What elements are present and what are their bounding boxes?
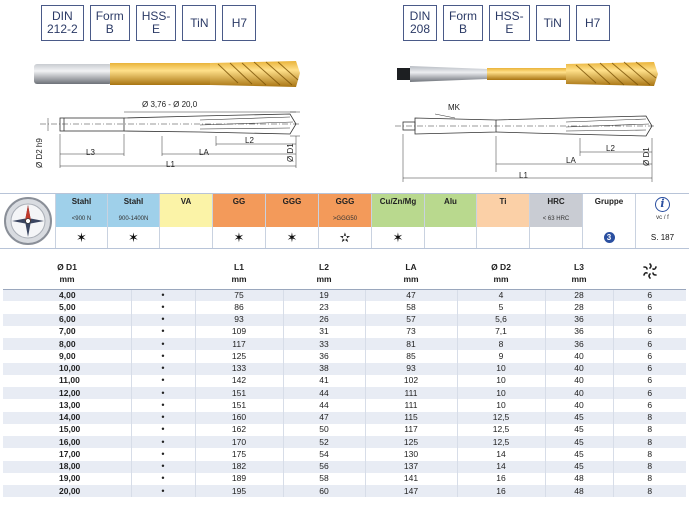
table-row — [3, 424, 686, 436]
cell-availability: • — [131, 314, 195, 326]
cell-d1: 16,00 — [3, 436, 131, 448]
material-rating: ✶ — [213, 227, 265, 248]
material-name: HRC — [547, 197, 565, 206]
spec-box-form: Form B — [443, 5, 483, 41]
cell-l3: 40 — [545, 350, 613, 362]
spec-box-form: Form B — [90, 5, 130, 41]
flutes-icon — [641, 262, 659, 280]
cell-la: 111 — [365, 399, 457, 411]
left-l2-label: L2 — [245, 136, 254, 145]
table-row — [3, 375, 686, 387]
cell-l1: 151 — [195, 387, 283, 399]
material-name: Gruppe — [594, 197, 624, 206]
material-sub: < 63 HRC — [542, 216, 570, 222]
material-name: Cu/Zn/Mg — [379, 197, 417, 206]
cell-l1: 175 — [195, 448, 283, 460]
cell-flutes: 8 — [613, 473, 686, 485]
cell-availability: • — [131, 289, 195, 301]
cell-l3: 45 — [545, 436, 613, 448]
left-d1-label: Ø D1 — [286, 143, 295, 162]
cell-flutes: 6 — [613, 314, 686, 326]
cell-l1: 170 — [195, 436, 283, 448]
table-row — [3, 289, 686, 301]
table-row — [3, 485, 686, 497]
material-name: GGG — [335, 197, 355, 206]
cell-la: 125 — [365, 436, 457, 448]
cell-d1: 11,00 — [3, 375, 131, 387]
table-header-row — [3, 257, 686, 289]
cell-d1: 15,00 — [3, 424, 131, 436]
cell-l2: 33 — [283, 338, 365, 350]
cell-l2: 60 — [283, 485, 365, 497]
cell-la: 85 — [365, 350, 457, 362]
cell-l3: 36 — [545, 338, 613, 350]
material-rating: ✶ — [108, 227, 159, 248]
cell-l2: 36 — [283, 350, 365, 362]
cell-l1: 162 — [195, 424, 283, 436]
cell-availability: • — [131, 363, 195, 375]
header-l3: L3 mm — [545, 257, 613, 289]
table-row — [3, 461, 686, 473]
cell-l3: 45 — [545, 461, 613, 473]
cell-d2: 9 — [457, 350, 545, 362]
cell-la: 57 — [365, 314, 457, 326]
cell-l3: 48 — [545, 473, 613, 485]
material-name: Stahl — [123, 197, 144, 206]
cell-l2: 31 — [283, 326, 365, 338]
spec-box-material: HSS- E — [489, 5, 530, 41]
material-name: Stahl — [71, 197, 92, 206]
material-name: VA — [180, 197, 192, 206]
cell-d1: 12,00 — [3, 387, 131, 399]
cell-d2: 12,5 — [457, 412, 545, 424]
cell-availability: • — [131, 485, 195, 497]
material-suitability-table — [0, 193, 689, 249]
cell-la: 93 — [365, 363, 457, 375]
cell-d2: 10 — [457, 399, 545, 411]
cell-l3: 48 — [545, 485, 613, 497]
left-la-label: LA — [199, 148, 209, 157]
cell-la: 58 — [365, 301, 457, 313]
table-row — [3, 399, 686, 411]
left-l3-label: L3 — [86, 148, 95, 157]
table-row — [3, 338, 686, 350]
material-hrc — [529, 194, 582, 248]
cell-d2: 12,5 — [457, 436, 545, 448]
cell-l2: 56 — [283, 461, 365, 473]
material-va — [159, 194, 212, 248]
cell-l2: 44 — [283, 399, 365, 411]
d2-label: Ø D2 h9 — [35, 138, 44, 168]
tool-drawing-svg — [0, 50, 689, 192]
right-spec-boxes — [403, 5, 610, 41]
material-name: GG — [232, 197, 246, 206]
cell-flutes: 8 — [613, 461, 686, 473]
cell-l2: 26 — [283, 314, 365, 326]
cell-l1: 160 — [195, 412, 283, 424]
cell-flutes: 8 — [613, 436, 686, 448]
cell-d2: 10 — [457, 363, 545, 375]
cell-l3: 36 — [545, 326, 613, 338]
material-gg — [212, 194, 265, 248]
cell-l1: 189 — [195, 473, 283, 485]
header-availability — [131, 257, 195, 289]
table-row — [3, 436, 686, 448]
cell-l1: 86 — [195, 301, 283, 313]
material-cu-zn-mg — [371, 194, 424, 248]
cell-l1: 151 — [195, 399, 283, 411]
cell-flutes: 6 — [613, 338, 686, 350]
cell-availability: • — [131, 326, 195, 338]
table-row — [3, 301, 686, 313]
material-stahl-900 — [55, 194, 107, 248]
material-stahl-1400 — [107, 194, 159, 248]
page-reference[interactable]: S. 187 — [650, 233, 675, 242]
cell-d1: 8,00 — [3, 338, 131, 350]
cell-flutes: 6 — [613, 350, 686, 362]
cell-l1: 195 — [195, 485, 283, 497]
cell-la: 147 — [365, 485, 457, 497]
spec-box-tolerance: H7 — [222, 5, 256, 41]
cell-availability: • — [131, 424, 195, 436]
right-d1-label: Ø D1 — [642, 147, 651, 166]
diameter-range-label: Ø 3,76 - Ø 20,0 — [142, 100, 198, 109]
cell-l2: 19 — [283, 289, 365, 301]
header-d1: Ø D1 mm — [3, 257, 131, 289]
material-rating: ✶ — [266, 227, 318, 248]
material-rating: ✶ — [56, 227, 107, 248]
cell-d1: 14,00 — [3, 412, 131, 424]
info-icon[interactable]: i — [655, 197, 670, 212]
header-d2: Ø D2 mm — [457, 257, 545, 289]
header-flutes — [613, 257, 686, 289]
cell-l1: 125 — [195, 350, 283, 362]
cell-l1: 182 — [195, 461, 283, 473]
material-name: GGG — [282, 197, 302, 206]
header-l1: L1 mm — [195, 257, 283, 289]
table-row — [3, 387, 686, 399]
cell-flutes: 6 — [613, 326, 686, 338]
cell-flutes: 6 — [613, 301, 686, 313]
table-row — [3, 473, 686, 485]
cell-l2: 50 — [283, 424, 365, 436]
cell-l3: 40 — [545, 399, 613, 411]
cell-availability: • — [131, 399, 195, 411]
cell-l3: 40 — [545, 387, 613, 399]
table-row — [3, 314, 686, 326]
cell-l3: 36 — [545, 314, 613, 326]
cell-l2: 52 — [283, 436, 365, 448]
cell-l3: 28 — [545, 301, 613, 313]
cell-flutes: 6 — [613, 387, 686, 399]
right-la-label: LA — [566, 156, 576, 165]
cell-l2: 47 — [283, 412, 365, 424]
cell-availability: • — [131, 473, 195, 485]
cell-l2: 38 — [283, 363, 365, 375]
cell-l3: 28 — [545, 289, 613, 301]
cell-d1: 10,00 — [3, 363, 131, 375]
cell-l1: 109 — [195, 326, 283, 338]
cell-l1: 93 — [195, 314, 283, 326]
table-row — [3, 350, 686, 362]
dimensions-table — [3, 257, 686, 497]
cell-d2: 14 — [457, 461, 545, 473]
cell-l2: 58 — [283, 473, 365, 485]
cell-flutes: 6 — [613, 289, 686, 301]
cell-flutes: 6 — [613, 363, 686, 375]
right-reamer-image — [397, 62, 658, 86]
cell-la: 137 — [365, 461, 457, 473]
tool-drawings — [0, 50, 689, 192]
material-rating: ✫ — [319, 227, 371, 248]
left-spec-boxes — [41, 5, 256, 41]
cell-availability: • — [131, 448, 195, 460]
cell-availability: • — [131, 375, 195, 387]
cell-flutes: 6 — [613, 399, 686, 411]
table-row — [3, 363, 686, 375]
gruppe-badge: 3 — [604, 232, 615, 243]
material-sub: vc / f — [656, 215, 669, 221]
cell-d1: 9,00 — [3, 350, 131, 362]
cell-d2: 14 — [457, 448, 545, 460]
spec-box-material: HSS- E — [136, 5, 177, 41]
cell-l2: 54 — [283, 448, 365, 460]
cell-d1: 13,00 — [3, 399, 131, 411]
left-reamer-image — [34, 61, 300, 87]
cell-d2: 12,5 — [457, 424, 545, 436]
table-row — [3, 326, 686, 338]
compass-logo — [3, 195, 53, 247]
material-ggg — [265, 194, 318, 248]
cell-d2: 10 — [457, 375, 545, 387]
cell-flutes: 8 — [613, 424, 686, 436]
table-row — [3, 448, 686, 460]
cell-l3: 45 — [545, 412, 613, 424]
material-sub: <900 N — [71, 216, 92, 222]
cell-d2: 16 — [457, 485, 545, 497]
cell-la: 117 — [365, 424, 457, 436]
cell-l3: 40 — [545, 375, 613, 387]
material-sub: >GGG50 — [332, 216, 358, 222]
cell-l1: 75 — [195, 289, 283, 301]
cell-availability: • — [131, 461, 195, 473]
cell-la: 47 — [365, 289, 457, 301]
cell-l3: 45 — [545, 424, 613, 436]
cell-la: 111 — [365, 387, 457, 399]
material-gruppe — [582, 194, 635, 248]
cell-la: 115 — [365, 412, 457, 424]
cell-d1: 7,00 — [3, 326, 131, 338]
cell-d2: 16 — [457, 473, 545, 485]
spec-box-din: DIN 208 — [403, 5, 437, 41]
cell-d2: 7,1 — [457, 326, 545, 338]
cell-flutes: 8 — [613, 485, 686, 497]
table-row — [3, 412, 686, 424]
cell-availability: • — [131, 387, 195, 399]
cell-l1: 142 — [195, 375, 283, 387]
cell-availability: • — [131, 436, 195, 448]
mk-label: MK — [448, 103, 460, 112]
cell-la: 130 — [365, 448, 457, 460]
cell-d2: 10 — [457, 387, 545, 399]
cell-d1: 17,00 — [3, 448, 131, 460]
material-rating: ✶ — [372, 227, 424, 248]
material-rating — [425, 227, 476, 248]
cell-d2: 5 — [457, 301, 545, 313]
cell-la: 102 — [365, 375, 457, 387]
material-alu — [424, 194, 476, 248]
material-sub: 900-1400N — [118, 216, 149, 222]
header-la: LA mm — [365, 257, 457, 289]
cell-d2: 4 — [457, 289, 545, 301]
cell-d2: 8 — [457, 338, 545, 350]
cell-l3: 45 — [545, 448, 613, 460]
cell-d1: 5,00 — [3, 301, 131, 313]
spec-box-din: DIN 212-2 — [41, 5, 84, 41]
header-l2: L2 mm — [283, 257, 365, 289]
cell-availability: • — [131, 301, 195, 313]
cell-l2: 44 — [283, 387, 365, 399]
material-info — [635, 194, 689, 248]
right-l1-label: L1 — [519, 171, 528, 180]
cell-availability: • — [131, 350, 195, 362]
cell-la: 73 — [365, 326, 457, 338]
cell-flutes: 6 — [613, 375, 686, 387]
cell-flutes: 8 — [613, 448, 686, 460]
cell-d1: 6,00 — [3, 314, 131, 326]
cell-d2: 5,6 — [457, 314, 545, 326]
cell-d1: 18,00 — [3, 461, 131, 473]
material-rating — [160, 227, 212, 248]
cell-l1: 117 — [195, 338, 283, 350]
cell-l3: 40 — [545, 363, 613, 375]
cell-availability: • — [131, 412, 195, 424]
left-l1-label: L1 — [166, 160, 175, 169]
material-ti — [476, 194, 529, 248]
material-rating — [477, 227, 529, 248]
material-name: Ti — [499, 197, 507, 206]
cell-l1: 133 — [195, 363, 283, 375]
cell-d1: 20,00 — [3, 485, 131, 497]
cell-la: 81 — [365, 338, 457, 350]
cell-l2: 41 — [283, 375, 365, 387]
material-rating — [530, 227, 582, 248]
spec-box-coating: TiN — [536, 5, 570, 41]
cell-l2: 23 — [283, 301, 365, 313]
cell-la: 141 — [365, 473, 457, 485]
cell-availability: • — [131, 338, 195, 350]
material-ggg50 — [318, 194, 371, 248]
spec-box-coating: TiN — [182, 5, 216, 41]
cell-d1: 4,00 — [3, 289, 131, 301]
cell-flutes: 8 — [613, 412, 686, 424]
right-l2-label: L2 — [606, 144, 615, 153]
spec-box-tolerance: H7 — [576, 5, 610, 41]
cell-d1: 19,00 — [3, 473, 131, 485]
material-name: Alu — [444, 197, 457, 206]
